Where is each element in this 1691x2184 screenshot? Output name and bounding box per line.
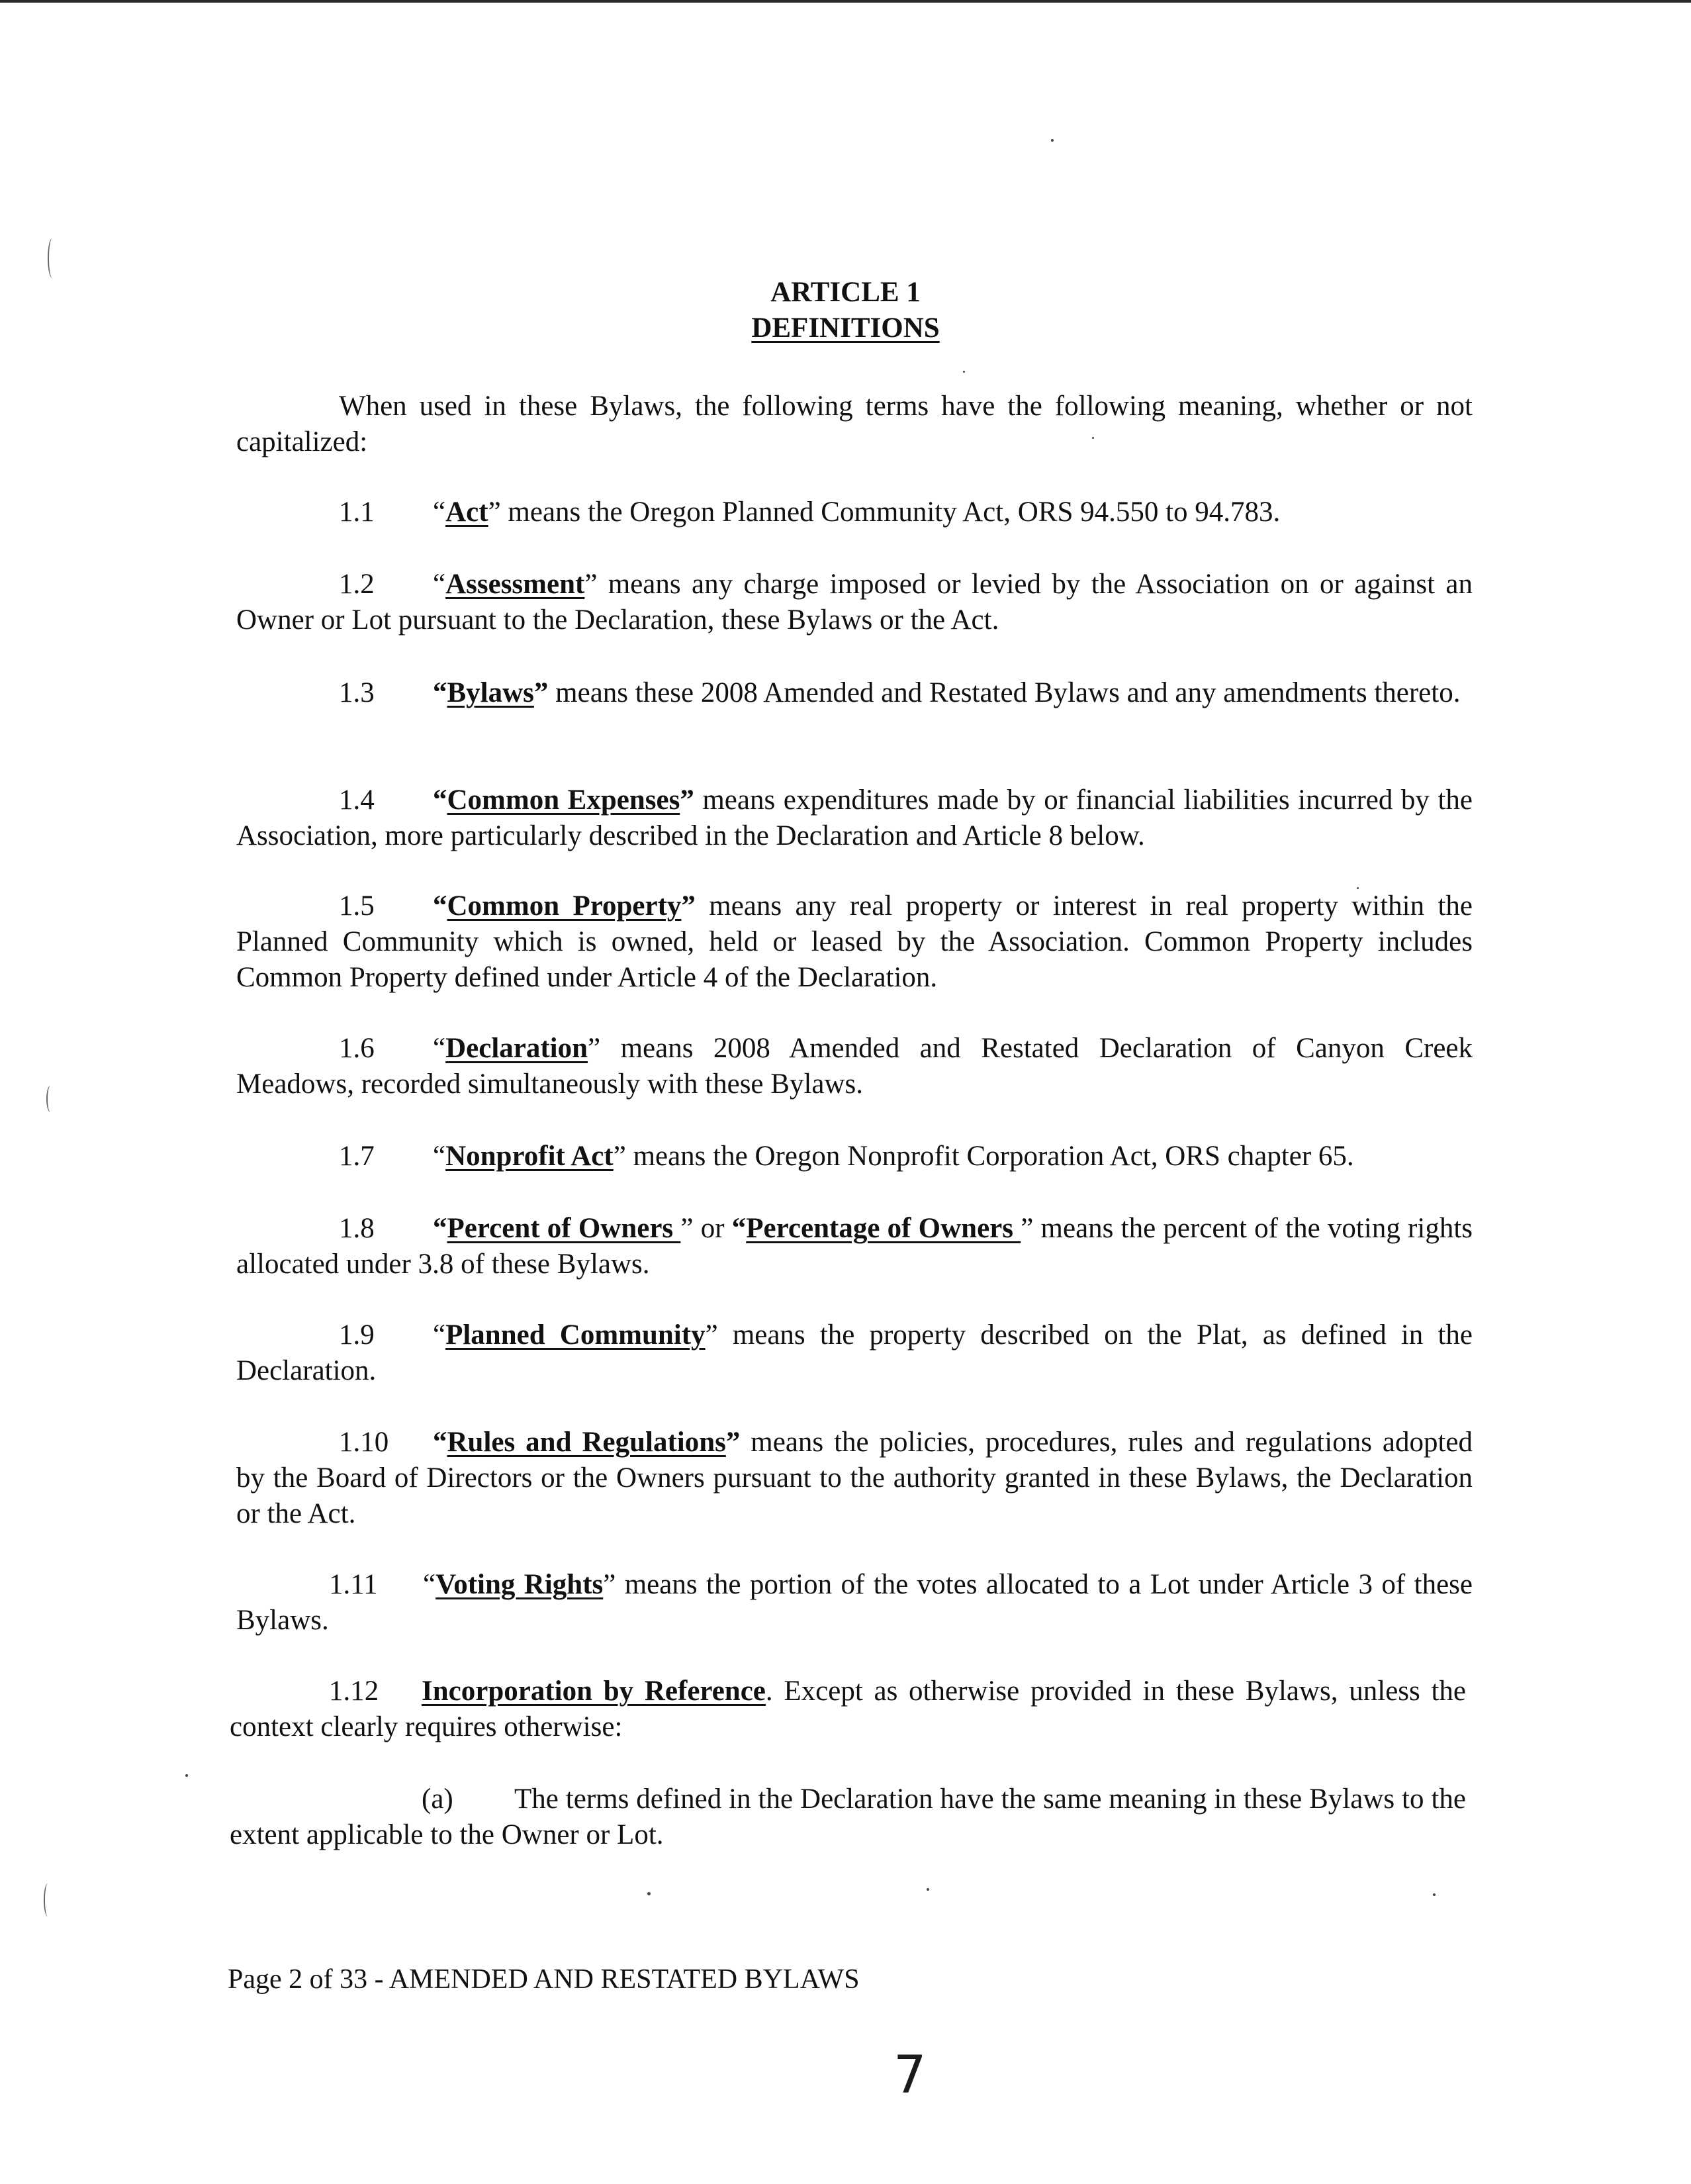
definition-1-3: 1.3 “Bylaws” means these 2008 Amended and Restated Bylaws and any amendments thereto. [236, 675, 1473, 711]
definition-term: Bylaws [447, 677, 534, 708]
definition-term: Percent of Owners [447, 1213, 681, 1244]
definition-number: 1.8 [339, 1213, 375, 1244]
scan-top-edge [0, 0, 1691, 3]
definition-1-1: 1.1 “Act” means the Oregon Planned Community Act, ORS 94.550 to 94.783. [236, 495, 1473, 530]
definition-1-2: 1.2 “Assessment” means any charge imposed or levied by the Association on or against an Owner or Lot pursuant to the Declaration, these Bylaws or the Act. [236, 567, 1473, 638]
definition-1-7: 1.7 “Nonprofit Act” means the Oregon Nonprofit Corporation Act, ORS chapter 65. [236, 1139, 1473, 1174]
definition-1-8: 1.8 “Percent of Owners ” or “Percentage of Owners ” means the percent of the voting rights allocated under 3.8 of these Bylaws. [236, 1211, 1473, 1282]
definition-term: Voting Rights [435, 1569, 604, 1600]
definition-term: Assessment [445, 569, 585, 600]
article-heading [0, 275, 1691, 346]
definition-1-6: 1.6 “Declaration” means 2008 Amended and Restated Declaration of Canyon Creek Meadows, recorded simultaneously with these Bylaws. [236, 1031, 1473, 1102]
scan-speck [927, 1888, 929, 1891]
definition-term: Act [445, 497, 488, 528]
definition-number: 1.1 [339, 497, 375, 528]
definition-number: 1.2 [339, 569, 375, 600]
definition-term: Declaration [445, 1033, 588, 1064]
scan-speck [647, 1892, 651, 1895]
definition-term: Nonprofit Act [445, 1141, 614, 1172]
definition-number: 1.4 [339, 784, 375, 816]
scan-speck [1433, 1893, 1436, 1896]
scan-speck [185, 1774, 188, 1777]
definition-term: Common Property [447, 890, 682, 922]
definition-number: 1.3 [339, 677, 375, 708]
article-title: ARTICLE 1 [770, 277, 921, 308]
definition-term-alt: Percentage of Owners [746, 1213, 1021, 1244]
definition-term: Rules and Regulations [447, 1427, 726, 1458]
definition-1-5: 1.5 “Common Property” means any real property or interest in real property within the Planned Community which is owned, held or leased by the Association. Common Property includes Common Property defined under Article 4 of the Declaration. [236, 888, 1473, 996]
article-subtitle: DEFINITIONS [751, 312, 940, 344]
handwritten-page-number: 7 [893, 2046, 927, 2105]
scan-mark [44, 1883, 52, 1917]
scan-mark [46, 1086, 54, 1112]
definition-number: 1.6 [339, 1033, 375, 1064]
definition-number: 1.7 [339, 1141, 375, 1172]
incorporation-number: 1.12 [329, 1676, 379, 1707]
definition-number: 1.5 [339, 890, 375, 922]
scan-speck [963, 371, 965, 373]
definition-number: 1.11 [329, 1569, 378, 1600]
definition-1-9: 1.9 “Planned Community” means the property described on the Plat, as defined in the Declaration. [236, 1317, 1473, 1389]
intro-paragraph: When used in these Bylaws, the following terms have the following meaning, whether or not capitalized: [236, 391, 1473, 457]
definition-number: 1.10 [339, 1427, 389, 1458]
incorporation-heading: Incorporation by Reference [422, 1676, 766, 1707]
definition-term: Planned Community [445, 1319, 706, 1351]
page-footer: Page 2 of 33 - AMENDED AND RESTATED BYLAWS [228, 1964, 860, 1995]
scan-speck [1051, 139, 1054, 142]
definition-1-4: 1.4 “Common Expenses” means expenditures made by or financial liabilities incurred by the Association, more particularly described in the Declaration and Article 8 below. [236, 783, 1473, 854]
definition-term: Common Expenses [447, 784, 680, 816]
definition-number: 1.9 [339, 1319, 375, 1351]
scan-mark [48, 238, 57, 278]
definition-1-10: 1.10 “Rules and Regulations” means the policies, procedures, rules and regulations adopted by the Board of Directors or the Owners pursuant to the authority granted in these Bylaws, the Declaration or the Act. [236, 1425, 1473, 1532]
subclause-label: (a) [422, 1783, 453, 1815]
subclause-a: (a) The terms defined in the Declaration have the same meaning in these Bylaws to the extent applicable to the Owner or Lot. [230, 1781, 1466, 1853]
definition-1-11: 1.11 “Voting Rights” means the portion of the votes allocated to a Lot under Article 3 of these Bylaws. [236, 1567, 1473, 1638]
incorporation-paragraph: 1.12 Incorporation by Reference. Except as otherwise provided in these Bylaws, unless the context clearly requires otherwise: [230, 1674, 1466, 1745]
